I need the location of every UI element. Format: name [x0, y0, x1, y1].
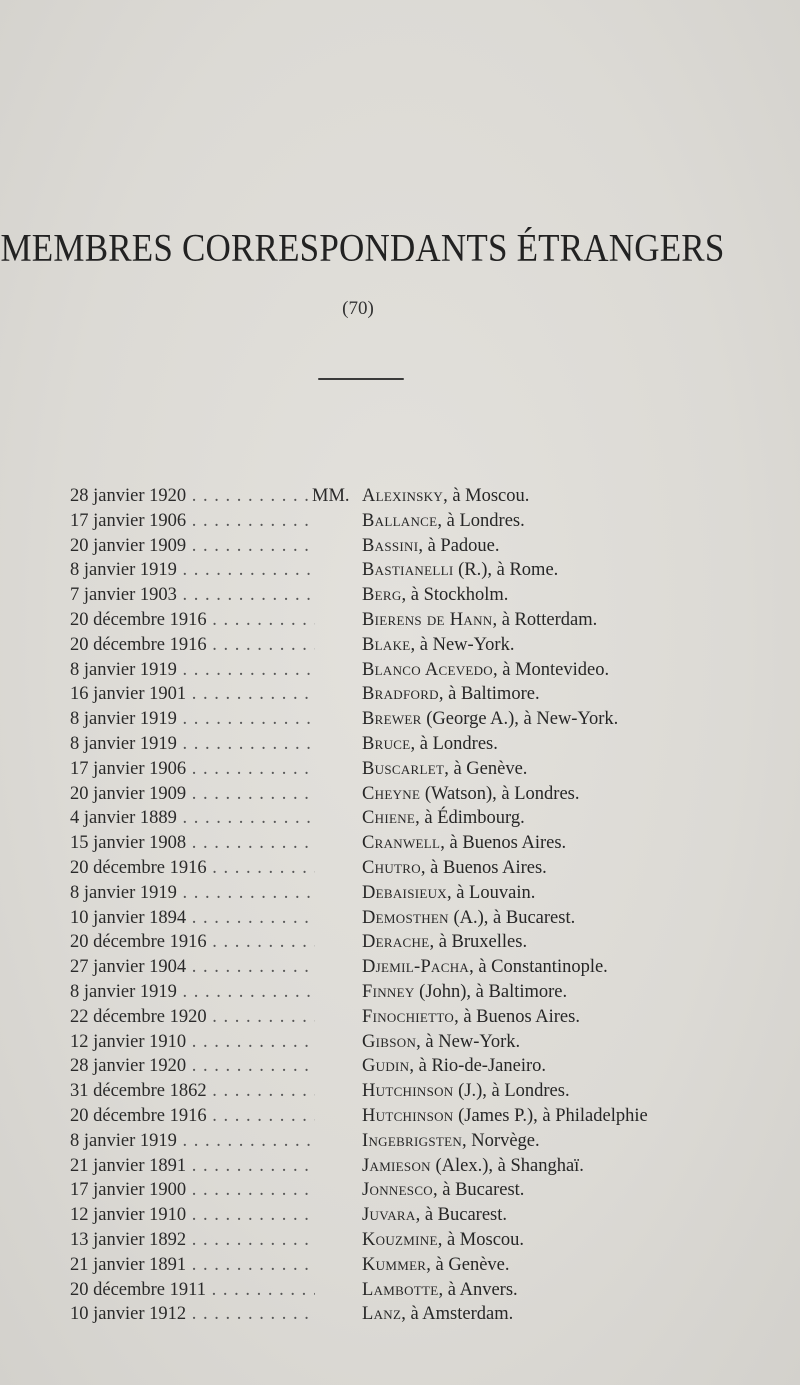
member-entry	[0, 707, 800, 732]
member-entry	[0, 633, 800, 658]
member-name	[362, 608, 597, 633]
member-entry	[0, 1253, 800, 1278]
member-entry	[0, 806, 800, 831]
member-details: , à Bucarest.	[415, 1205, 507, 1226]
member-surname: Blanco Acevedo	[362, 659, 493, 680]
member-surname: Gudin	[362, 1056, 410, 1077]
member-name	[362, 1154, 584, 1179]
member-surname: Finney	[362, 981, 415, 1002]
member-surname: Ballance	[362, 510, 438, 531]
member-details: , à Louvain.	[446, 882, 536, 903]
election-date: 28 janvier 1920 . . .	[70, 484, 315, 509]
election-date: 8 janvier 1919 . . .	[70, 1129, 315, 1154]
member-entry	[0, 682, 800, 707]
election-date: 20 décembre 1911 . . .	[70, 1278, 315, 1303]
member-entry	[0, 1228, 800, 1253]
election-date: 13 janvier 1892 . . .	[70, 1228, 315, 1253]
member-surname: Juvara	[362, 1205, 416, 1226]
member-name	[362, 1005, 580, 1030]
member-details: (R.), à Rome.	[453, 560, 559, 581]
member-details: , à Londres.	[437, 510, 525, 531]
member-entry	[0, 1129, 800, 1154]
member-entry	[0, 583, 800, 608]
member-details: (Alex.), à Shanghaï.	[430, 1155, 584, 1176]
election-date: 20 janvier 1909 . . .	[70, 782, 315, 807]
member-entry	[0, 1178, 800, 1203]
member-details: , à New-York.	[416, 1031, 521, 1052]
member-surname: Chutro	[362, 857, 421, 878]
member-details: , à Buenos Aires.	[454, 1006, 580, 1027]
member-surname: Bruce	[362, 733, 411, 754]
member-surname: Kummer	[362, 1254, 427, 1275]
member-name	[362, 980, 567, 1005]
member-surname: Berg	[362, 585, 402, 606]
election-date: 7 janvier 1903 . . .	[70, 583, 315, 608]
member-details: , à Anvers.	[438, 1279, 518, 1300]
member-surname: Demosthen	[362, 907, 449, 928]
election-date: 31 décembre 1862 . . .	[70, 1079, 315, 1104]
member-entry	[0, 782, 800, 807]
member-entry	[0, 906, 800, 931]
election-date: 20 décembre 1916 . . .	[70, 633, 315, 658]
member-name	[362, 534, 500, 559]
member-surname: Cranwell	[362, 833, 441, 854]
election-date: 8 janvier 1919 . . .	[70, 707, 315, 732]
member-name	[362, 658, 609, 683]
member-surname: Bradford	[362, 684, 439, 705]
member-name	[362, 1253, 510, 1278]
member-name	[362, 881, 535, 906]
member-entry	[0, 558, 800, 583]
member-details: , à Baltimore.	[438, 684, 540, 705]
member-details: , à Bucarest.	[433, 1180, 525, 1201]
member-details: , à Padoue.	[418, 535, 500, 556]
member-entry	[0, 1079, 800, 1104]
member-surname: Finochietto	[362, 1006, 455, 1027]
member-name	[362, 583, 508, 608]
member-surname: Ingebrigsten	[362, 1130, 463, 1151]
member-entry	[0, 881, 800, 906]
member-entry	[0, 608, 800, 633]
member-surname: Hutchinson	[362, 1105, 454, 1126]
member-entry	[0, 955, 800, 980]
member-name	[362, 1228, 524, 1253]
member-details: (John), à Baltimore.	[414, 981, 568, 1002]
member-name	[362, 509, 525, 534]
member-surname: Debaisieux	[362, 882, 447, 903]
member-name	[362, 1129, 540, 1154]
member-details: , à Londres.	[410, 733, 498, 754]
election-date: 28 janvier 1920 . . .	[70, 1054, 315, 1079]
member-entry	[0, 1005, 800, 1030]
election-date: 17 janvier 1900 . . .	[70, 1178, 315, 1203]
member-details: , à Montevideo.	[493, 659, 610, 680]
member-entry	[0, 980, 800, 1005]
member-details: , à Bruxelles.	[429, 932, 528, 953]
honorific: MM.	[312, 486, 350, 506]
member-name	[362, 1278, 518, 1303]
member-details: , à Rotterdam.	[492, 609, 598, 630]
member-count: (70)	[342, 298, 374, 319]
member-details: (Watson), à Londres.	[420, 783, 580, 804]
election-date: 8 janvier 1919 . . .	[70, 980, 315, 1005]
election-date: 17 janvier 1906 . . .	[70, 509, 315, 534]
election-date: 12 janvier 1910 . . .	[70, 1203, 315, 1228]
election-date: 22 décembre 1920 . . .	[70, 1005, 315, 1030]
member-name	[362, 806, 525, 831]
member-name	[362, 1030, 520, 1055]
election-date: 10 janvier 1894 . . .	[70, 906, 315, 931]
member-details: , à Buenos Aires.	[420, 857, 547, 878]
member-list	[0, 484, 800, 1327]
election-date: 21 janvier 1891 . . .	[70, 1154, 315, 1179]
member-name	[362, 1302, 513, 1327]
member-name	[362, 856, 547, 881]
member-surname: Chiene	[362, 808, 416, 829]
member-name	[362, 1203, 507, 1228]
member-entry	[0, 1154, 800, 1179]
member-surname: Jonnesco	[362, 1180, 433, 1201]
election-date: 21 janvier 1891 . . .	[70, 1253, 315, 1278]
election-date: 8 janvier 1919 . . .	[70, 558, 315, 583]
election-date: 8 janvier 1919 . . .	[70, 881, 315, 906]
member-name	[362, 1178, 524, 1203]
member-details: , à Genève.	[444, 758, 528, 779]
member-entry	[0, 1203, 800, 1228]
member-surname: Bassini	[362, 535, 419, 556]
member-surname: Gibson	[362, 1031, 417, 1052]
election-date: 10 janvier 1912 . . .	[70, 1302, 315, 1327]
member-details: , à Constantinople.	[469, 957, 608, 978]
member-name	[362, 484, 529, 509]
member-details: , à Stockholm.	[401, 585, 509, 606]
member-details: , à Buenos Aires.	[440, 833, 567, 854]
member-entry	[0, 732, 800, 757]
member-surname: Bastianelli	[362, 560, 454, 581]
member-entry	[0, 1302, 800, 1327]
member-surname: Blake	[362, 634, 411, 655]
member-surname: Derache	[362, 932, 430, 953]
election-date: 8 janvier 1919 . . .	[70, 732, 315, 757]
member-surname: Lanz	[362, 1304, 402, 1325]
member-entry	[0, 1104, 800, 1129]
member-details: , à Amsterdam.	[401, 1304, 514, 1325]
election-date: 12 janvier 1910 . . .	[70, 1030, 315, 1055]
member-name	[362, 1079, 570, 1104]
member-details: , à Moscou.	[437, 1229, 525, 1250]
member-entry	[0, 831, 800, 856]
page-title: MEMBRES CORRESPONDANTS ÉTRANGERS	[0, 225, 725, 270]
member-entry	[0, 658, 800, 683]
member-surname: Hutchinson	[362, 1081, 454, 1102]
member-details: , à Édimbourg.	[415, 808, 525, 829]
election-date: 15 janvier 1908 . . .	[70, 831, 315, 856]
member-entry	[0, 1054, 800, 1079]
member-surname: Buscarlet	[362, 758, 445, 779]
election-date: 4 janvier 1889 . . .	[70, 806, 315, 831]
election-date: 20 janvier 1909 . . .	[70, 534, 315, 559]
member-name	[362, 1104, 648, 1129]
member-entry	[0, 1030, 800, 1055]
member-surname: Bierens de Hann	[362, 609, 493, 630]
member-entry	[0, 930, 800, 955]
member-name	[362, 558, 558, 583]
member-name	[362, 831, 566, 856]
member-details: , à Moscou.	[443, 486, 530, 506]
decorative-rule	[318, 378, 404, 380]
member-entry	[0, 757, 800, 782]
member-surname: Djemil-Pacha	[362, 957, 470, 978]
member-details: , à New-York.	[410, 634, 515, 655]
member-name	[362, 682, 540, 707]
election-date: 17 janvier 1906 . . .	[70, 757, 315, 782]
election-date: 20 décembre 1916 . . .	[70, 856, 315, 881]
member-details: (George A.), à New-York.	[421, 709, 619, 730]
member-surname: Kouzmine	[362, 1229, 438, 1250]
member-surname: Alexinsky	[362, 486, 444, 506]
member-details: , à Rio-de-Janeiro.	[409, 1056, 547, 1077]
member-name	[362, 782, 580, 807]
member-name	[362, 757, 527, 782]
election-date: 20 décembre 1916 . . .	[70, 1104, 315, 1129]
member-entry	[0, 856, 800, 881]
member-name	[362, 1054, 546, 1079]
member-surname: Brewer	[362, 709, 422, 730]
member-name	[362, 633, 514, 658]
member-surname: Cheyne	[362, 783, 421, 804]
member-name	[362, 955, 608, 980]
member-name	[362, 732, 498, 757]
member-surname: Lambotte	[362, 1279, 439, 1300]
member-details: (J.), à Londres.	[453, 1081, 570, 1102]
member-name	[362, 906, 575, 931]
member-details: , à Genève.	[426, 1254, 510, 1275]
member-details: (A.), à Bucarest.	[448, 907, 576, 928]
member-entry	[0, 509, 800, 534]
member-name	[362, 930, 527, 955]
member-details: (James P.), à Philadelphie	[453, 1105, 648, 1126]
election-date: 8 janvier 1919 . . .	[70, 658, 315, 683]
member-entry	[0, 484, 800, 509]
member-surname: Jamieson	[362, 1155, 431, 1176]
election-date: 27 janvier 1904 . . .	[70, 955, 315, 980]
member-name	[362, 707, 618, 732]
member-entry	[0, 534, 800, 559]
election-date: 20 décembre 1916 . . .	[70, 930, 315, 955]
election-date: 16 janvier 1901 . . .	[70, 682, 315, 707]
member-entry	[0, 1278, 800, 1303]
election-date: 20 décembre 1916 . . .	[70, 608, 315, 633]
member-details: , Norvège.	[462, 1130, 540, 1151]
